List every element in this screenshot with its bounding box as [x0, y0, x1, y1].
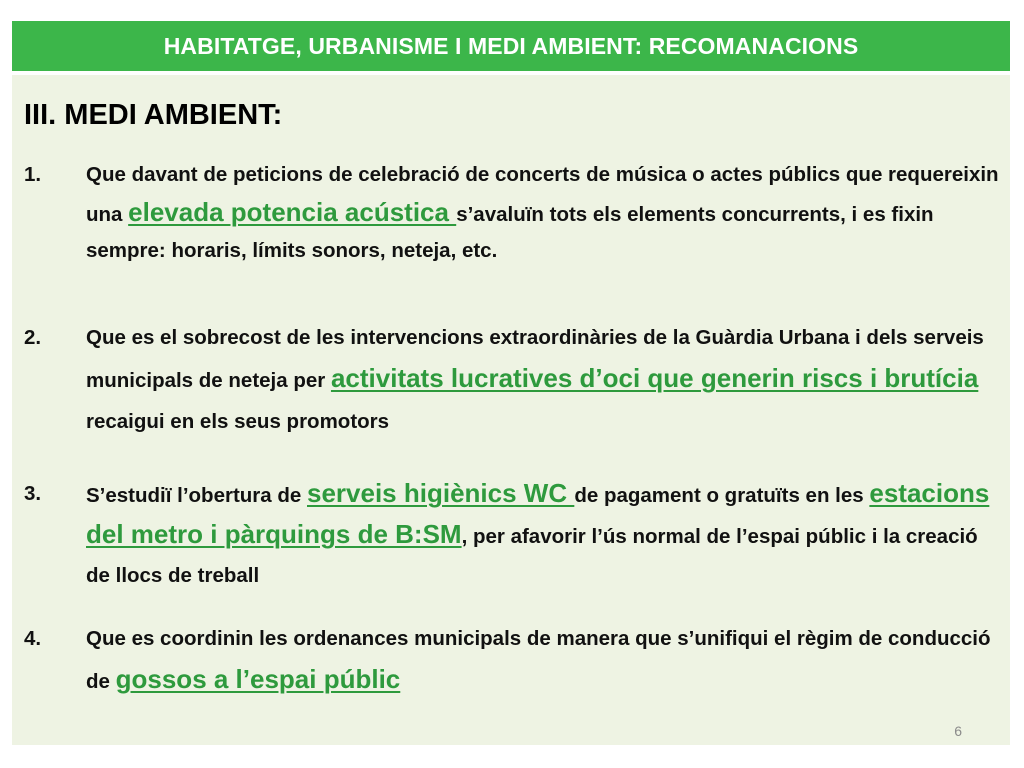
- header-title: HABITATGE, URBANISME I MEDI AMBIENT: RECOMANACIONS: [163, 32, 859, 59]
- item-text-part: , per afavorir l’ús normal de l’espai públic i la creació de llocs de treball: [86, 525, 978, 587]
- highlight-phrase: gossos a l’espai públic: [115, 664, 401, 694]
- item-text-part: recaigui en els seus promotors: [86, 410, 390, 433]
- item-text: [86, 157, 1004, 270]
- item-text-part: Que davant de peticions de celebració de concerts de música o actes públics que requereixin una: [86, 163, 999, 226]
- list-item-2: [24, 317, 1004, 442]
- item-number: 1.: [24, 163, 42, 186]
- item-text-part: Que es coordinin les ordenances municipals de manera que s’unifiqui el règim de conducció de: [86, 627, 991, 693]
- item-number: 3.: [24, 482, 42, 505]
- slide-header: [12, 21, 1010, 71]
- highlight-phrase: serveis higiènics WC: [307, 478, 575, 508]
- highlight-phrase: elevada potencia acústica: [128, 196, 457, 227]
- highlight-phrase: estacions del metro i pàrquings de B:SM: [86, 478, 990, 549]
- header-divider: [12, 71, 1010, 75]
- item-text: [86, 474, 1004, 595]
- page-number: 6: [954, 723, 962, 739]
- highlight-phrase: activitats lucratives d’oci que generin riscs i brutícia: [330, 363, 979, 393]
- list-item-1: [24, 157, 1004, 270]
- item-text-part: S’estudiï l’obertura de: [86, 484, 307, 507]
- item-text-part: Que es el sobrecost de les intervencions extraordinàries de la Guàrdia Urbana i dels serveis municipals de neteja per: [86, 326, 984, 392]
- item-text-part: de pagament o gratuïts en les: [574, 484, 870, 507]
- slide: [12, 21, 1010, 745]
- item-number: 2.: [24, 326, 42, 349]
- item-text-part: s’avaluïn tots els elements concurrents, i es fixin sempre: horaris, límits sonors, neteja, etc.: [86, 202, 934, 262]
- item-text: [86, 619, 1004, 702]
- section-title: III. MEDI AMBIENT:: [24, 99, 283, 131]
- list-item-3: [24, 474, 1004, 595]
- item-number: 4.: [24, 627, 42, 650]
- list-item-4: [24, 619, 1004, 702]
- item-text: [86, 317, 1004, 442]
